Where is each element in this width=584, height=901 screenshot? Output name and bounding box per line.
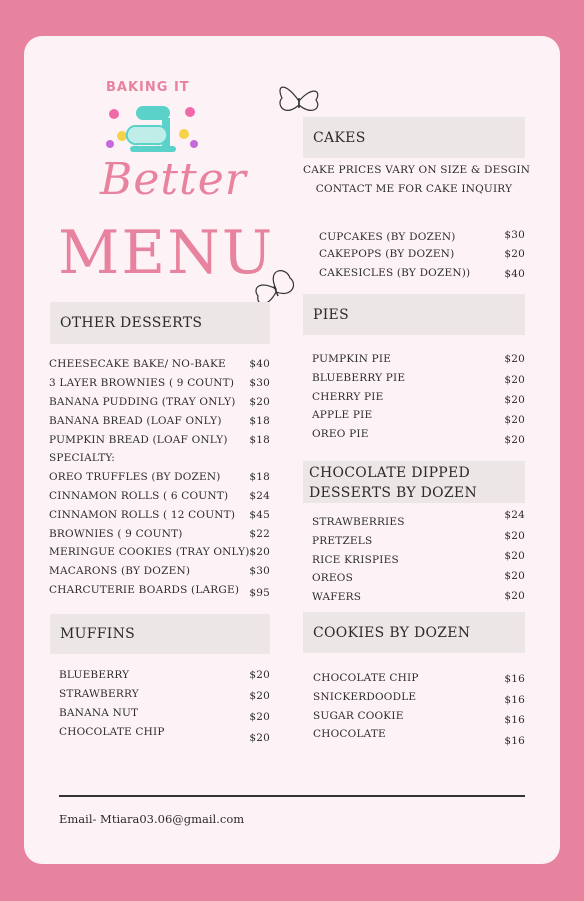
list-item: PUMPKIN PIE $20 [312, 353, 525, 365]
muffins-header [50, 614, 270, 654]
list-item: OREOS $20 [312, 570, 525, 584]
list-item: BANANA BREAD (LOAF ONLY) $18 [49, 415, 270, 427]
list-item: CUPCAKES (BY DOZEN) $30 [319, 229, 525, 243]
list-item: WAFERS $20 [312, 590, 525, 603]
list-item: PUMPKIN BREAD (LOAF ONLY) $18 [49, 434, 270, 446]
list-item: CHOCOLATE CHIP $16 [313, 672, 525, 685]
list-item: BROWNIES ( 9 COUNT) $22 [49, 528, 270, 540]
list-item: CINNAMON ROLLS ( 12 COUNT) $45 [49, 509, 270, 521]
cakes-note-2: CONTACT ME FOR CAKE INQUIRY [315, 183, 513, 195]
list-item: OREO TRUFFLES (BY DOZEN) $18 [49, 471, 270, 483]
list-item: BANANA NUT $20 [59, 707, 270, 723]
list-item: CHOCOLATE $16 [313, 728, 525, 747]
list-item: SPECIALTY: [49, 452, 115, 464]
list-item: STRAWBERRY $20 [59, 688, 270, 702]
list-item: CAKEPOPS (BY DOZEN) $20 [319, 248, 525, 260]
chocolate-dipped-title-1: CHOCOLATE DIPPED [309, 465, 471, 481]
list-item: BANANA PUDDING (TRAY ONLY) $20 [49, 396, 270, 408]
list-item: PRETZELS $20 [312, 530, 525, 547]
cakes-title: CAKES [313, 129, 366, 146]
list-item: CHERRY PIE $20 [312, 391, 525, 406]
footer-email: Email- Mtiara03.06@gmail.com [59, 812, 245, 826]
list-item: APPLE PIE $20 [312, 409, 525, 426]
list-item: STRAWBERRIES $24 [312, 509, 525, 528]
list-item: CINNAMON ROLLS ( 6 COUNT) $24 [49, 490, 270, 502]
menu-title: MENU [58, 218, 275, 288]
list-item: SUGAR COOKIE $16 [313, 710, 525, 726]
list-item: CHARCUTERIE BOARDS (LARGE) $95 [49, 584, 270, 599]
list-item: MACARONS (BY DOZEN) $30 [49, 565, 270, 577]
stand-mixer-icon [102, 92, 202, 162]
menu-card [24, 36, 560, 864]
logo-script-text: Better [100, 154, 247, 205]
list-item: RICE KRISPIES $20 [312, 550, 525, 566]
list-item: OREO PIE $20 [312, 428, 525, 446]
other-desserts-header [50, 302, 270, 344]
list-item: BLUEBERRY $20 [59, 669, 270, 681]
list-item: CHOCOLATE CHIP $20 [59, 726, 270, 744]
list-item: SNICKERDOODLE $16 [313, 691, 525, 706]
list-item: MERINGUE COOKIES (TRAY ONLY) $20 [49, 546, 270, 558]
logo-top-text: BAKING IT [106, 80, 190, 95]
pies-title: PIES [313, 306, 349, 323]
list-item: BLUEBERRY PIE $20 [312, 372, 525, 386]
cookies-title: COOKIES BY DOZEN [313, 624, 471, 641]
cookies-header [303, 612, 525, 653]
list-item: CHEESECAKE BAKE/ NO-BAKE $40 [49, 358, 270, 370]
list-item: CAKESICLES (BY DOZEN)) $40 [319, 267, 525, 280]
cakes-note-1: CAKE PRICES VARY ON SIZE & DESGIN [303, 164, 531, 176]
other-desserts-title: OTHER DESSERTS [60, 315, 203, 331]
chocolate-dipped-title-2: DESSERTS BY DOZEN [309, 485, 478, 501]
pies-header [303, 294, 525, 335]
cakes-header [303, 117, 525, 158]
muffins-title: MUFFINS [60, 626, 136, 642]
list-item: 3 LAYER BROWNIES ( 9 COUNT) $30 [49, 377, 270, 389]
chocolate-dipped-header [303, 461, 525, 503]
footer-divider [59, 795, 525, 797]
